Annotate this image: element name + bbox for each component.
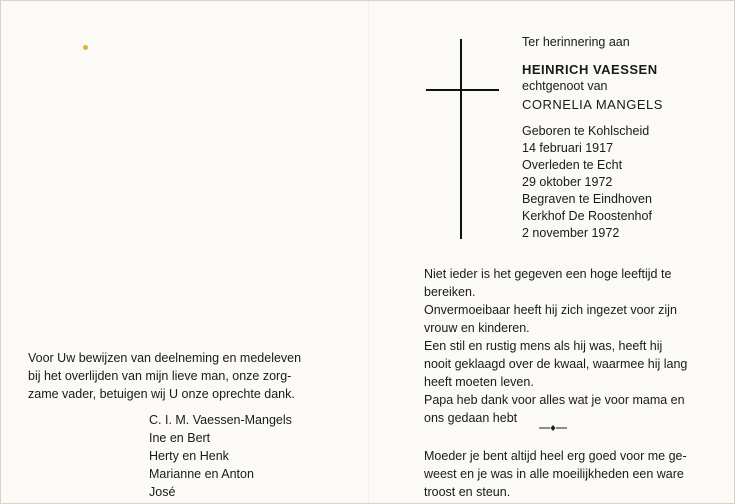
thanks-line: Voor Uw bewijzen van deelneming en medeleven: [28, 351, 302, 365]
mother-line: Moeder je bent altijd heel erg goed voor me ge-: [424, 449, 687, 463]
tribute-line: bereiken.: [424, 285, 476, 299]
ink-speck: [83, 45, 88, 50]
family-member: C. I. M. Vaessen-Mangels: [149, 413, 292, 427]
cross-horizontal-beam: [426, 89, 499, 91]
tribute-line: heeft moeten leven.: [424, 375, 534, 389]
tribute-line: Een stil en rustig mens als hij was, heeft hij: [424, 339, 663, 353]
mother-paragraph: [424, 447, 687, 501]
detail-line: 2 november 1972: [522, 226, 620, 240]
mother-line: weest en je was in alle moeilijkheden een ware: [424, 467, 684, 481]
intro-text: Ter herinnering aan: [522, 35, 630, 49]
cross-vertical-beam: [460, 39, 462, 239]
family-list: [149, 411, 292, 501]
family-member: Herty en Henk: [149, 449, 229, 463]
detail-line: Kerkhof De Roostenhof: [522, 209, 652, 223]
mother-line: troost en steun.: [424, 485, 511, 499]
detail-line: Geboren te Kohlscheid: [522, 124, 650, 138]
tribute-line: Papa heb dank voor alles wat je voor mama en: [424, 393, 685, 407]
spouse-name: CORNELIA MANGELS: [522, 97, 663, 112]
detail-line: 29 oktober 1972: [522, 175, 613, 189]
deceased-name: HEINRICH VAESSEN: [522, 62, 658, 77]
family-member: José: [149, 485, 176, 499]
detail-line: Overleden te Echt: [522, 158, 623, 172]
thanks-line: zame vader, betuigen wij U onze oprechte dank.: [28, 387, 295, 401]
tribute-line: Onvermoeibaar heeft hij zich ingezet voor zijn: [424, 303, 677, 317]
tribute-line: Niet ieder is het gegeven een hoge leeftijd te: [424, 267, 672, 281]
tribute-line: vrouw en kinderen.: [424, 321, 530, 335]
card-fold: [368, 1, 369, 503]
tribute-line: ons gedaan hebt: [424, 411, 518, 425]
separator-ornament: [538, 423, 568, 433]
detail-line: 14 februari 1917: [522, 141, 614, 155]
thanks-line: bij het overlijden van mijn lieve man, onze zorg-: [28, 369, 292, 383]
tribute-line: nooit geklaagd over de kwaal, waarmee hij lang: [424, 357, 688, 371]
thanks-paragraph: [28, 349, 301, 403]
tribute-paragraph: [424, 265, 687, 427]
detail-line: Begraven te Eindhoven: [522, 192, 652, 206]
relation-text: echtgenoot van: [522, 79, 608, 93]
family-member: Ine en Bert: [149, 431, 211, 445]
family-member: Marianne en Anton: [149, 467, 254, 481]
